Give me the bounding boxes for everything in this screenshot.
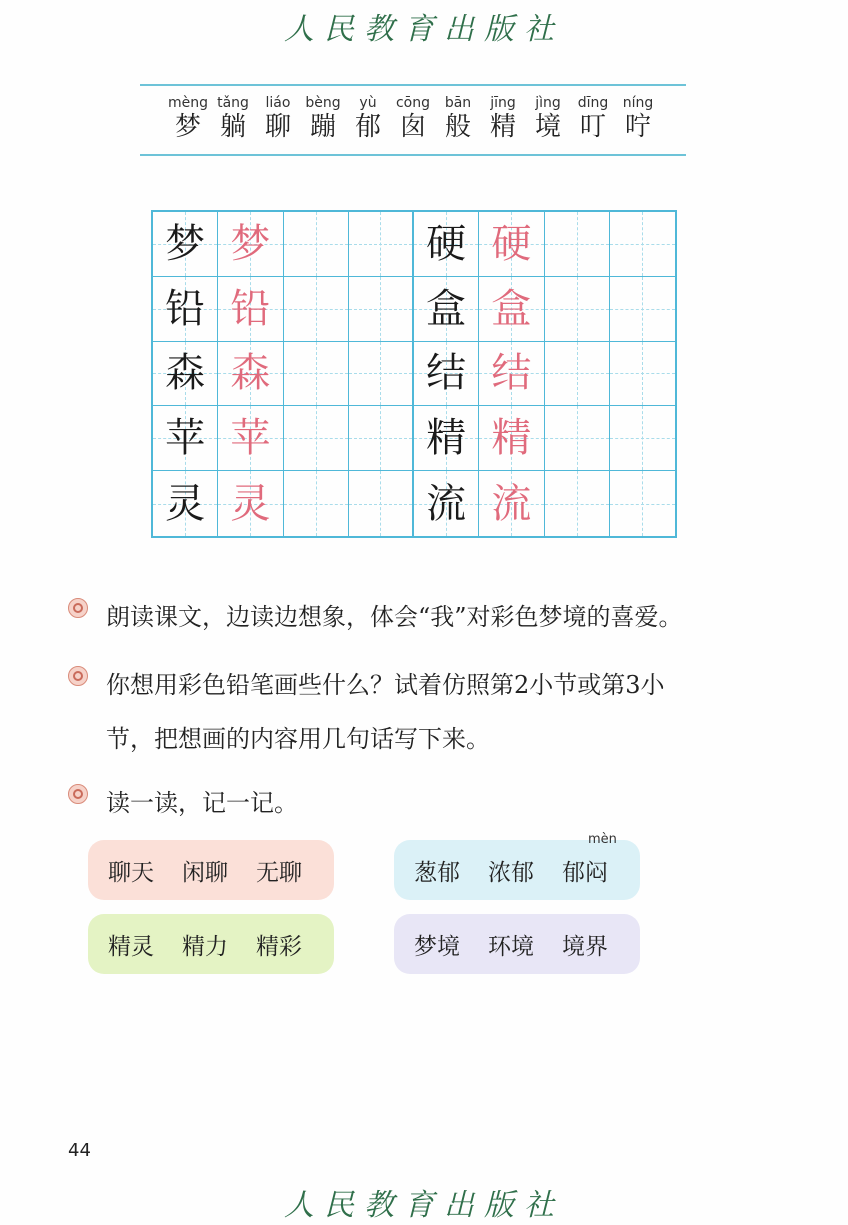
new-word-char: 躺 xyxy=(219,112,246,142)
vocab-group-yu xyxy=(394,831,640,900)
trace-character: 盒 xyxy=(491,285,532,332)
vocab-group-jing xyxy=(88,914,334,974)
exercise-bullet-icon xyxy=(68,598,88,618)
new-word-item xyxy=(436,86,481,154)
grid-cell xyxy=(218,406,283,471)
new-word-char: 精 xyxy=(489,112,516,142)
grid-cell xyxy=(284,212,349,277)
grid-cell xyxy=(545,212,610,277)
grid-cell xyxy=(479,406,544,471)
grid-cell xyxy=(218,342,283,407)
new-word-char: 蹦 xyxy=(309,112,336,142)
grid-cell xyxy=(349,277,414,342)
vocab-word: 葱郁 xyxy=(414,859,460,886)
new-word-char: 囱 xyxy=(399,112,426,142)
vocab-group-jingjie xyxy=(394,914,640,974)
exercise-3-text: 读一读，记一记。 xyxy=(106,789,298,817)
new-word-pinyin: dīng xyxy=(577,95,609,111)
new-word-item xyxy=(571,86,616,154)
vocab-word: 境界 xyxy=(562,933,608,960)
grid-cell xyxy=(479,342,544,407)
model-character: 结 xyxy=(426,350,467,397)
grid-cell xyxy=(545,406,610,471)
writing-grid xyxy=(151,210,677,538)
model-character: 精 xyxy=(426,415,467,462)
trace-character: 铅 xyxy=(230,285,271,332)
exercise-2-line1: 你想用彩色铅笔画些什么？试着仿照第2小节或第3小 xyxy=(106,671,665,699)
new-word-char: 咛 xyxy=(624,112,651,142)
trace-character: 森 xyxy=(230,350,271,397)
grid-cell xyxy=(610,471,675,536)
vocab-word: 无聊 xyxy=(256,859,302,886)
new-word-item xyxy=(256,86,301,154)
grid-cell xyxy=(153,277,218,342)
new-word-pinyin: mèng xyxy=(167,95,208,111)
new-word-item xyxy=(301,86,346,154)
grid-cell xyxy=(349,471,414,536)
vocab-word-with-pinyin xyxy=(562,831,617,887)
new-word-pinyin: tǎng xyxy=(217,95,249,111)
grid-cell xyxy=(284,342,349,407)
vocab-word: 精彩 xyxy=(256,933,302,960)
model-character: 苹 xyxy=(165,415,206,462)
new-words-band xyxy=(140,84,686,156)
grid-cell xyxy=(545,471,610,536)
new-word-pinyin: yù xyxy=(359,95,377,111)
grid-cell xyxy=(218,471,283,536)
vocab-word: 环境 xyxy=(488,933,534,960)
grid-cell xyxy=(284,277,349,342)
grid-cell xyxy=(414,277,479,342)
new-word-pinyin: níng xyxy=(622,95,654,111)
vocab-word: 精灵 xyxy=(108,933,154,960)
grid-cell xyxy=(414,406,479,471)
grid-cell xyxy=(479,212,544,277)
new-word-char: 郁 xyxy=(354,112,381,142)
vocab-word: 聊天 xyxy=(108,859,154,886)
exercise-bullet-icon xyxy=(68,666,88,686)
model-character: 铅 xyxy=(165,285,206,332)
model-character: 盒 xyxy=(426,285,467,332)
model-character: 森 xyxy=(165,350,206,397)
grid-cell xyxy=(153,212,218,277)
new-word-item xyxy=(346,86,391,154)
grid-cell xyxy=(284,471,349,536)
publisher-watermark-top: 人民教育出版社 xyxy=(284,12,564,47)
grid-cell xyxy=(153,406,218,471)
new-word-pinyin: jīng xyxy=(490,95,516,111)
exercise-2 xyxy=(68,658,788,766)
grid-cell xyxy=(349,406,414,471)
vocab-word: 精力 xyxy=(182,933,228,960)
grid-cell xyxy=(610,406,675,471)
new-word-char: 梦 xyxy=(174,112,201,142)
grid-cell xyxy=(610,342,675,407)
publisher-watermark-bottom: 人民教育出版社 xyxy=(284,1188,564,1223)
new-word-item xyxy=(616,86,661,154)
new-word-char: 叮 xyxy=(579,112,606,142)
trace-character: 梦 xyxy=(230,220,271,267)
grid-cell xyxy=(218,277,283,342)
exercise-1 xyxy=(68,590,788,644)
new-word-pinyin: liáo xyxy=(265,95,291,111)
grid-cell xyxy=(479,277,544,342)
grid-cell xyxy=(414,471,479,536)
model-character: 流 xyxy=(426,480,467,527)
ruby-pinyin: mèn xyxy=(588,831,617,847)
vocab-word: 郁闷 xyxy=(562,859,608,886)
vocab-group-liao xyxy=(88,840,334,900)
grid-cell xyxy=(545,277,610,342)
grid-cell xyxy=(414,212,479,277)
trace-character: 灵 xyxy=(230,480,271,527)
vocab-word: 闲聊 xyxy=(182,859,228,886)
page-number: 44 xyxy=(68,1140,91,1161)
grid-cell xyxy=(153,471,218,536)
model-character: 硬 xyxy=(426,220,467,267)
grid-cell xyxy=(284,406,349,471)
vocab-word: 浓郁 xyxy=(488,859,534,886)
grid-cell xyxy=(349,212,414,277)
vocab-word: 梦境 xyxy=(414,933,460,960)
grid-cell xyxy=(153,342,218,407)
new-word-item xyxy=(211,86,256,154)
new-word-char: 聊 xyxy=(264,112,291,142)
new-word-pinyin: cōng xyxy=(395,95,431,111)
grid-cell xyxy=(610,277,675,342)
new-word-item xyxy=(391,86,436,154)
grid-cell xyxy=(414,342,479,407)
model-character: 灵 xyxy=(165,480,206,527)
new-word-char: 境 xyxy=(534,112,561,142)
trace-character: 精 xyxy=(491,415,532,462)
exercise-2-line2: 节，把想画的内容用几句话写下来。 xyxy=(106,725,490,753)
new-word-item xyxy=(526,86,571,154)
grid-cell xyxy=(349,342,414,407)
grid-cell xyxy=(479,471,544,536)
new-word-char: 般 xyxy=(444,112,471,142)
trace-character: 结 xyxy=(491,350,532,397)
grid-cell xyxy=(610,212,675,277)
exercise-3 xyxy=(68,776,788,830)
trace-character: 流 xyxy=(491,480,532,527)
new-word-pinyin: bèng xyxy=(305,95,341,111)
new-word-pinyin: jìng xyxy=(535,95,561,111)
trace-character: 苹 xyxy=(230,415,271,462)
grid-cell xyxy=(545,342,610,407)
grid-cell xyxy=(218,212,283,277)
new-word-item xyxy=(481,86,526,154)
exercise-bullet-icon xyxy=(68,784,88,804)
model-character: 梦 xyxy=(165,220,206,267)
new-word-pinyin: bān xyxy=(444,95,472,111)
new-word-item xyxy=(166,86,211,154)
trace-character: 硬 xyxy=(491,220,532,267)
exercise-1-text: 朗读课文，边读边想象，体会“我”对彩色梦境的喜爱。 xyxy=(106,603,683,631)
